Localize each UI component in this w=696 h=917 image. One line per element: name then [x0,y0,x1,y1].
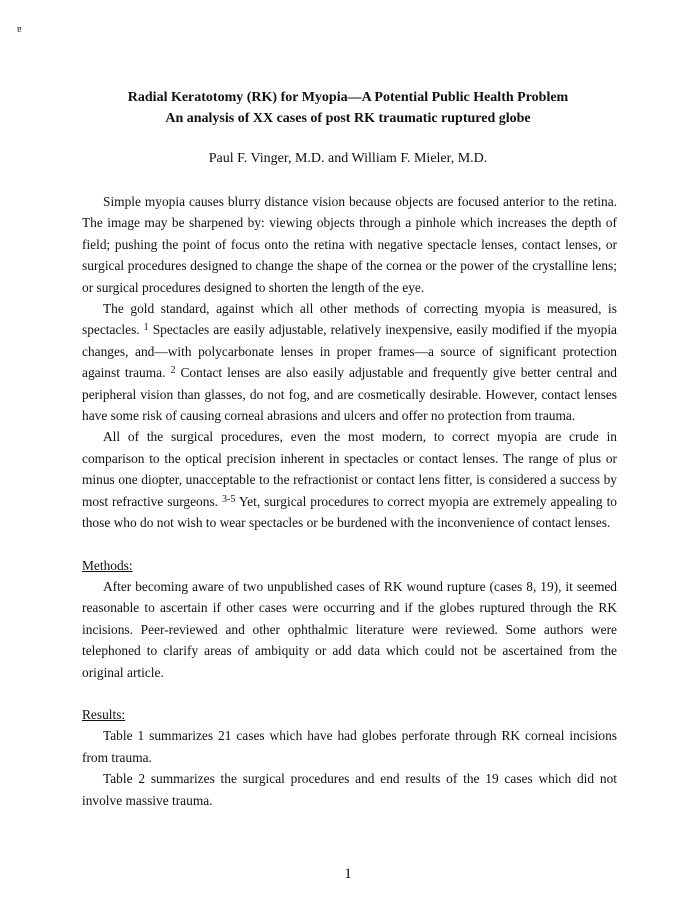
intro-paragraph-1: Simple myopia causes blurry distance vision because objects are focused anterior to the retina. The image may be sharpened by: viewing objects through a pinhole which increases the depth of field; pushing the point of focus onto the retina with negative spectacle lenses, contact lenses, or surgical procedures designed to change the shape of the cornea or the power of the crystalline lens; or surgical procedures designed to shorten the length of the eye. [82,194,617,295]
title-line-2: An analysis of XX cases of post RK traumatic ruptured globe [165,111,531,126]
authors: Paul F. Vinger, M.D. and William F. Mieler, M.D. [208,151,488,166]
citation-ref: 1 [143,322,149,334]
intro-paragraph-3 [82,426,617,533]
p2-text-c: Contact lenses are also easily adjustable and frequently give better central and peripheral vision than glasses, do not fog, and are cosmetically desirable. However, contact lenses have some risk of causing corneal abrasions and ulcers and offer no protection from trauma. [82,365,618,424]
p2-text-a: The gold standard, against which all other methods of correcting myopia is measured, is spectacles. [82,301,617,338]
p3-text-a: All of the surgical procedures, even the most modern, to correct myopia are crude in comparison to the optical precision inherent in spectacles or contact lenses. The range of plus or minus one diopter, unacceptable to the refractionist or contact lens fitter, is considered a success by most refractive surgeons. [82,429,617,509]
scan-mark: ɐ [17,24,22,35]
p2-text-b: Spectacles are easily adjustable, relatively inexpensive, easily modified if the myopia changes, and—with polycarbonate lenses in proper frames—a source of significant protection against trauma. [82,322,617,381]
title-line-1: Radial Keratotomy (RK) for Myopia—A Potential Public Health Problem [127,90,569,105]
results-paragraph-1: Table 1 summarizes 21 cases which have had globes perforate through RK corneal incisions from trauma. [82,728,617,765]
intro-paragraph-2 [82,298,617,426]
citation-ref: 3-5 [222,493,236,505]
results-paragraph-2: Table 2 summarizes the surgical procedures and end results of the 19 cases which did not involve massive trauma. [82,771,617,808]
methods-heading: Methods: [82,557,133,573]
results-heading: Results: [82,706,126,722]
body-text [82,191,617,811]
p3-text-b: Yet, surgical procedures to correct myopia are extremely appealing to those who do not wish to wear spectacles or be burdened with the inconvenience of contact lenses. [82,493,617,531]
methods-paragraph: After becoming aware of two unpublished cases of RK wound rupture (cases 8, 19), it seemed reasonable to ascertain if other cases were occurring and if the globes ruptured through the RK incisions. Peer-reviewed and other ophthalmic literature were reviewed. Some authors were telephoned to clarify areas of ambiquity or add data which could not be ascertained from the original article. [82,578,617,680]
page-number: 1 [344,866,352,882]
citation-ref: 2 [170,365,176,377]
